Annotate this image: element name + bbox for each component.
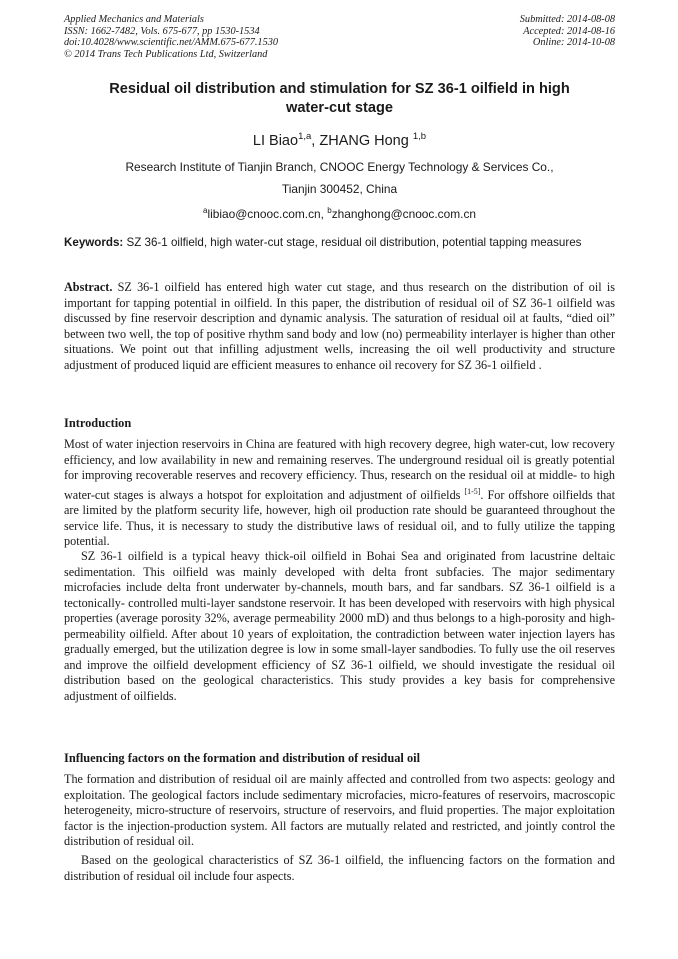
author-emails — [64, 200, 615, 225]
submission-dates — [520, 14, 615, 49]
introduction-paragraph-1 — [64, 437, 615, 550]
abstract — [64, 280, 615, 373]
affiliation-line-2: Tianjin 300452, China — [281, 182, 398, 196]
introduction-heading: Introduction — [64, 416, 132, 430]
keywords-text: SZ 36-1 oilfield, high water-cut stage, residual oil distribution, potential tapping measures — [123, 236, 582, 249]
affiliation-line-1: Research Institute of Tianjin Branch, CNOOC Energy Technology & Services Co., — [125, 160, 554, 174]
journal-copyright: © 2014 Trans Tech Publications Ltd, Switzerland — [64, 48, 268, 60]
paper-title — [64, 80, 615, 118]
factors-paragraph-1: The formation and distribution of residual oil are mainly affected and controlled from two aspects: geology and exploitation. The geological factors include sedimentary microfacies, micro-features of reservoirs, macroscopic heterogeneity, micro-structure of reservoirs, structure of reservoirs, and fluid properties. The major exploitation factor is the injection-production system. All factors are mutually related and restricted, and jointly control the distribution of residual oil. — [64, 772, 615, 848]
abstract-label: Abstract. — [64, 280, 113, 294]
accepted-date: Accepted: 2014-08-16 — [523, 25, 615, 37]
intro-p1-text: Most of water injection reservoirs in China are featured with high recovery degree, high water-cut, low recovery efficiency, and low availability in new and remaining reserves. The underground residual oil is greatly potential for improving recoverable reserves and recovery efficiency. Thus, research on the residual oil at middle- to high water-cut stages is always a hotspot for exploitation and adjustment of oilfields — [64, 437, 615, 502]
author-list — [64, 127, 615, 151]
factors-heading: Influencing factors on the formation and distribution of residual oil — [64, 751, 421, 765]
abstract-text: SZ 36-1 oilfield has entered high water cut stage, and thus research on the distribution of oil is important for tapping potential in oilfield. In this paper, the distribution of residual oil of SZ 36-1 oilfield was discussed by fine reservoir description and dynamic analysis. The saturation of residual oil at faults, “died oil” between two well, the top of positive rhythm sand body and low (no) permeability interlayer is higher than other situations. We point out that infilling adjustment wells, increasing the oil well productivity and structure adjustment of produced liquid are efficient measures to enhance oil recovery for SZ 36-1 oilfield . — [64, 280, 615, 372]
email-2-marker: b — [327, 206, 332, 215]
keywords — [64, 235, 615, 251]
email-1-marker: a — [203, 206, 208, 215]
factors-paragraph-2: Based on the geological characteristics of SZ 36-1 oilfield, the influencing factors on the formation and distribution of residual oil include four aspects. — [64, 853, 615, 883]
author-1-affil: 1,a — [298, 131, 312, 142]
citation-ref[interactable]: [1-5] — [464, 486, 481, 496]
title-line-1: Residual oil distribution and stimulation for SZ 36-1 oilfield in high — [109, 81, 570, 97]
introduction-paragraph-2: SZ 36-1 oilfield is a typical heavy thick-oil oilfield in Bohai Sea and originated from lacustrine deltaic sedimentation. This oilfield was mainly developed with delta front subfacies. The major sedimentary microfacies include delta front underwater by-channels, mouth bars, and far sandbars. SZ 36-1 oilfield is a tectonically- controlled multi-layer sandstone reservoir. It has been developed with reservoirs with high physical properties (average porosity 32%, average permeability 2000 mD) and thus belongs to a high-porosity and high-permeability oilfield. After about 10 years of exploitation, the contradiction between water injection layers has gradually emerged, but the utilization degree is low in some small-layer sandbodies. To fully use the oil reserves and improve the oilfield development efficiency of SZ 36-1 oilfield, we should investigate the residual oil distribution based on the geological characteristics. This study provides a key basis for comprehensive adjustment of oilfields. — [64, 549, 615, 703]
author-2: ZHANG Hong — [319, 133, 413, 149]
author-1: LI Biao — [252, 133, 299, 149]
email-2[interactable]: zhanghong@cnooc.com.cn — [331, 207, 476, 221]
journal-info — [64, 14, 278, 60]
author-2-affil: 1,b — [412, 131, 427, 142]
online-date: Online: 2014-10-08 — [532, 37, 615, 48]
submitted-date: Submitted: 2014-08-08 — [519, 14, 615, 25]
journal-doi: doi:10.4028/www.scientific.net/AMM.675-677.1530 — [64, 37, 279, 48]
journal-issn: ISSN: 1662-7482, Vols. 675-677, pp 1530-1534 — [64, 25, 260, 37]
affiliation — [64, 156, 615, 225]
email-1[interactable]: libiao@cnooc.com.cn, — [207, 207, 328, 221]
title-line-2: water-cut stage — [285, 100, 394, 116]
keywords-label: Keywords: — [64, 236, 124, 249]
author-separator: , — [311, 133, 320, 149]
intro-p1-text-cont: . For offshore oilfields that are limited by the platform security life, however, high oil production rate should be guaranteed throughout the service life. Thus, it is necessary to study the distributive laws of residual oil, and to fully utilize the tapping potential. — [64, 487, 615, 548]
journal-name: Applied Mechanics and Materials — [64, 14, 204, 25]
